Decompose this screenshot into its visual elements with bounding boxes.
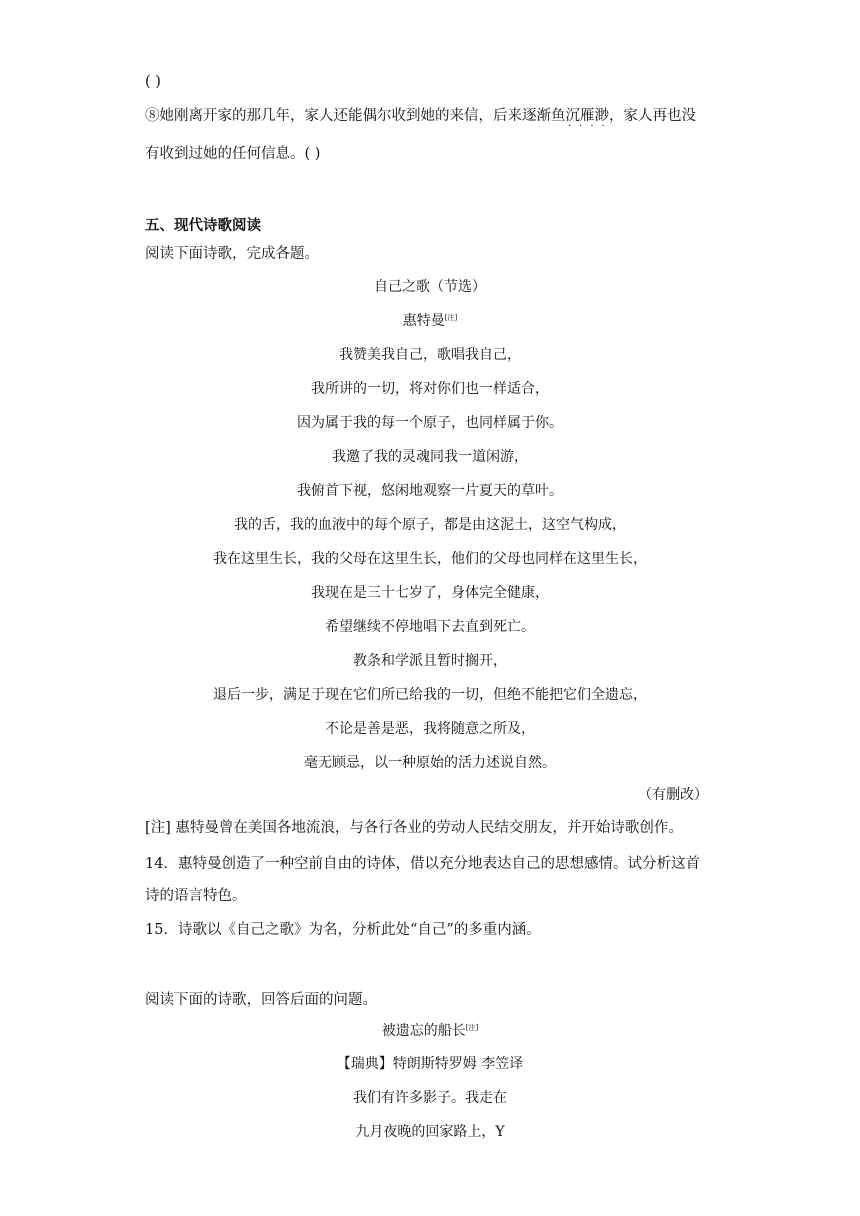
next-poem-title-text: 被遗忘的船长 bbox=[381, 1023, 466, 1039]
author-note-mark: [注] bbox=[444, 313, 458, 322]
poem-line: 我的舌，我的血液中的每个原子，都是由这泥土，这空气构成， bbox=[234, 517, 626, 533]
poem-line: 退后一步，满足于现在它们所已给我的一切，但绝不能把它们全遗忘， bbox=[213, 687, 647, 703]
poem-line: 毫无顾忌，以一种原始的活力述说自然。 bbox=[304, 755, 556, 771]
next-poem-line: 我们有许多影子。我走在 bbox=[353, 1090, 507, 1106]
revision-note: （有删改） bbox=[638, 787, 708, 803]
next-section-instruction: 阅读下面的诗歌，回答后面的问题。 bbox=[145, 992, 377, 1008]
poem-title: 自己之歌（节选） bbox=[374, 279, 486, 295]
poem-line: 我赞美我自己，歌唱我自己， bbox=[339, 347, 521, 363]
poem-line: 因为属于我的每一个原子，也同样属于你。 bbox=[297, 415, 563, 431]
next-poem-line: 九月夜晚的回家路上，Y bbox=[355, 1124, 505, 1140]
emphasis-dots: ···· bbox=[568, 121, 613, 132]
q7-answer-blank: ( ) bbox=[145, 74, 161, 90]
next-poem-title bbox=[0, 1020, 860, 1040]
footnote: [注] 惠特曼曾在美国各地流浪，与各行各业的劳动人民结交朋友，并开始诗歌创作。 bbox=[145, 820, 683, 836]
poem-line: 我邀了我的灵魂同我一道闲游， bbox=[332, 449, 528, 465]
next-poem-author: 【瑞典】特朗斯特罗姆 李笠译 bbox=[336, 1056, 524, 1072]
question-14-line-1: 14．惠特曼创造了一种空前自由的诗体，借以充分地表达自己的思想感情。试分析这首 bbox=[145, 856, 700, 872]
question-14-line-2: 诗的语言特色。 bbox=[145, 888, 247, 904]
q8-line-1: ⑧她刚离开家的那几年，家人还能偶尔收到她的来信，后来逐渐鱼沉雁渺，家人再也没 bbox=[145, 108, 696, 124]
poem-line: 我俯首下视，悠闲地观察一片夏天的草叶。 bbox=[297, 483, 563, 499]
poem-line: 我所讲的一切，将对你们也一样适合， bbox=[311, 381, 549, 397]
poem-line: 希望继续不停地唱下去直到死亡。 bbox=[325, 619, 535, 635]
poem-line: 教条和学派且暂时搁开， bbox=[353, 653, 507, 669]
section-instruction: 阅读下面诗歌，完成各题。 bbox=[145, 246, 319, 262]
q8-line-2: 有收到过她的任何信息。( ) bbox=[145, 146, 321, 162]
poem-author bbox=[0, 310, 860, 330]
poem-author-name: 惠特曼 bbox=[402, 313, 445, 329]
poem-line: 我在这里生长，我的父母在这里生长，他们的父母也同样在这里生长， bbox=[213, 551, 647, 567]
poem-line: 我现在是三十七岁了，身体完全健康， bbox=[311, 585, 549, 601]
poem-line: 不论是善是恶，我将随意之所及， bbox=[325, 721, 535, 737]
question-15: 15．诗歌以《自己之歌》为名，分析此处“自己”的多重内涵。 bbox=[145, 922, 541, 938]
section-heading: 五、现代诗歌阅读 bbox=[145, 217, 261, 234]
title-note-mark: [注] bbox=[465, 1023, 479, 1032]
